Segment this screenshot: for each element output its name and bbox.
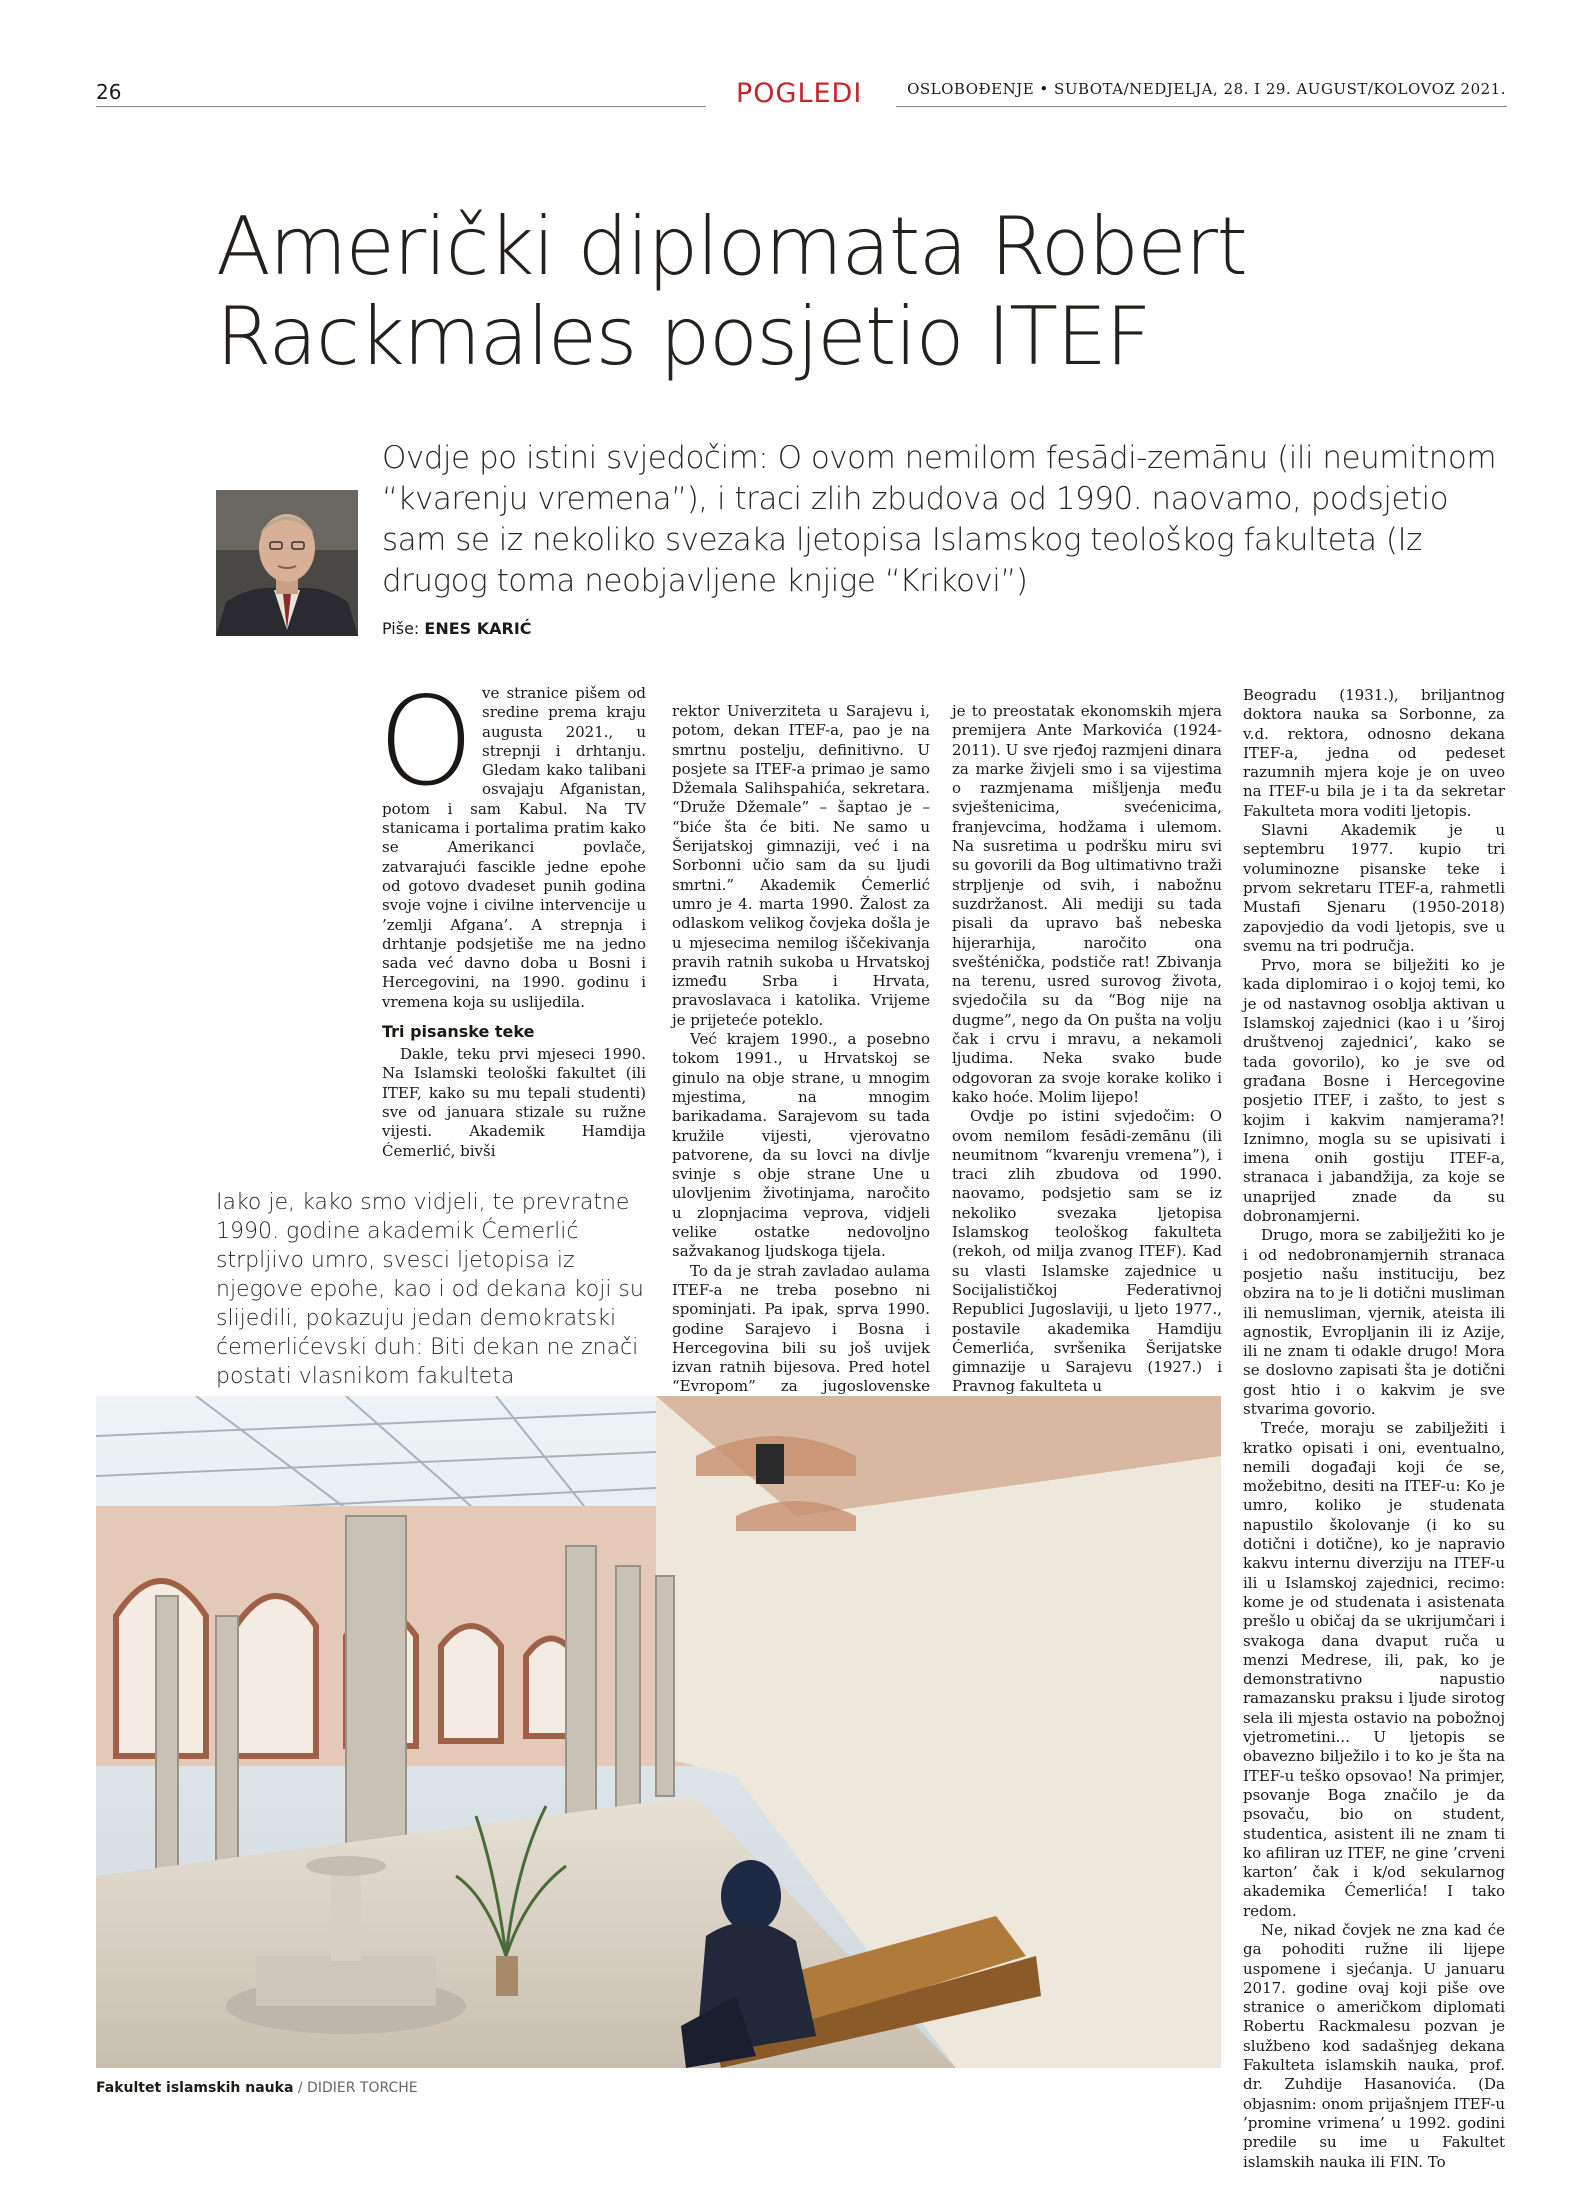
byline-prefix: Piše:	[382, 619, 420, 638]
page-number: 26	[96, 80, 122, 104]
author-photo	[216, 490, 358, 636]
article-column-3	[952, 702, 1222, 1397]
paragraph: Ovdje po istini svjedočim: O ovom nemilom fesādi-zemānu (ili neumitnom “kvarenju vremena”), i traci zlih zbudova od 1990. naovamo, podsjetio sam se iz nekoliko svezaka ljetopisa Islamskog teološkog fakulteta (rekoh, od milja zvanog ITEF). Kad su vlasti Islamske zajednice u Socijalističkoj Federativnoj Republici Jugoslaviji, u ljeto 1977., postavile akademika Hamdiju Ćemerlića, svršenika Šerijatske gimnazije u Sarajevu (1927.) i Pravnog fakulteta u	[952, 1107, 1222, 1396]
paragraph: Slavni Akademik je u septembru 1977. kupio tri voluminozne pisanske teke i prvom sekretaru ITEF-a, rahmetli Mustafi Sjenaru (1950-2018) zapovjedio da vodi ljetopis, sve u svemu na tri područja.	[1243, 821, 1505, 955]
article-column-1	[378, 671, 646, 1161]
drop-cap: O	[378, 671, 475, 813]
masthead: OSLOBOĐENJE • SUBOTA/NEDJELJA, 28. I 29. AUGUST/KOLOVOZ 2021.	[907, 80, 1506, 98]
header-rule-right	[896, 106, 1507, 107]
paragraph: Drugo, mora se zabilježiti ko je i od nedobronamjernih stranaca posjetio našu instituciju, bez obzira na to je li dotični musliman ili nemusliman, vjernik, ateista ili agnostik, Evropljanin ili iz Azije, ili ne znam ti odakle drugo! Mora se doslovno zapisati šta je dotični gost htio i o kakvim je sve stvarima govorio.	[1243, 1226, 1505, 1418]
photo-credit: DIDIER TORCHE	[307, 2080, 418, 2096]
paragraph: Dakle, teku prvi mjeseci 1990. Na Islamski teološki fakultet (ili ITEF, kako su mu tepali studenti) sve od januara stizale su ružne vijesti. Akademik Hamdija Ćemerlić, bivši	[382, 1045, 646, 1160]
caption-separator: /	[297, 2080, 303, 2096]
paragraph: Ne, nikad čovjek ne zna kad će ga pohoditi ružne ili lijepe uspomene i sjećanja. U januaru 2017. godine ovaj koji piše ove stranice o američkom diplomati Robertu Rackmalesu pozvan je službeno kod sadašnjeg dekana Fakulteta islamskih nauka, prof. dr. Zuhdije Hasanovića. (Da objasnim: onom prijašnjem ITEF-u ’promine vrimena’ u 1992. godini predile su ime u Fakultet islamskih nauka ili FIN. To	[1243, 1921, 1505, 2171]
paragraph: ve stranice pišem od sredine prema kraju augusta 2021., u strepnji i drhtanju. Gledam kako talibani osvajaju Afganistan, potom i sam Kabul. Na TV stanicama i portalima pratim kako se Amerikanci povlače, zatvarajući fascikle jedne epohe od gotovo dvadeset punih godina svoje vojne i civilne intervencije u ’zemlji Afgana’. A strepnja i drhtanje podsjetiše me na jedno sada već davno doba u Bosni i Hercegovini, na 1990. godinu i vremena koja su uslijedila.	[382, 684, 646, 1011]
article-column-2	[672, 702, 930, 1435]
section-label: POGLEDI	[736, 78, 863, 109]
subheading: Tri pisanske teke	[382, 1022, 535, 1042]
byline-author: ENES KARIĆ	[424, 619, 532, 638]
paragraph: Prvo, mora se bilježiti ko je kada diplomirao i o kojoj temi, ko je od nastavnog osoblja aktivan u Islamskoj zajednici (kao i u ’široj društvenoj zajednici’, kako se tada govorilo), ko je sve od građana Bosne i Hercegovine posjetio ITEF, i zašto, to jest s kojim i kakvim namjerama?! Iznimno, mogla su se upisivati i imena onih gostiju ITEF-a, stranaca i jabandžija, za koje se unaprijed znade da su dobronamjerni.	[1243, 956, 1505, 1226]
caption-text: Fakultet islamskih nauka	[96, 2080, 294, 2096]
article-column-4	[1243, 686, 1505, 2172]
title-line-2: Rackmales posjetio ITEF	[216, 290, 1151, 383]
paragraph: rektor Univerziteta u Sarajevu i, potom, dekan ITEF-a, pao je na smrtnu postelju, definitivno. U posjete sa ITEF-a primao je samo Džemala Salihspahića, sekretara. “Druže Džemale” – šaptao je – “biće šta će biti. Ne samo u Šerijatskoj gimnaziji, već i na Sorbonni učio sam da su ljudi smrtni.” Akademik Ćemerlić umro je 4. marta 1990. Žalost za odlaskom velikog čovjeka došla je u mjesecima nemilog iščekivanja pravih ratnih sukoba u Hrvatskoj između Srba i Hrvata, pravoslavaca i katolika. Vrijeme je prijeteće poteklo.	[672, 702, 930, 1029]
paragraph: Već krajem 1990., a posebno tokom 1991., u Hrvatskoj se ginulo na obje strane, u mnogim mjestima, na mnogim barikadama. Sarajevom su tada kružile vijesti, vjerovatno patvorene, da su lovci na divlje svinje s obje strane Une u ulovljenim životinjama, naročito u zlopnjacima veprova, vidjeli velike ostatke nedovoljno sažvakanog ljudskoga tijela.	[672, 1030, 930, 1261]
header-rule-left	[96, 106, 706, 107]
paragraph: To da je strah zavladao aulama ITEF-a ne treba posebno ni spominjati. Pa ipak, sprva 1990. godine Sarajevo i Bosna i Hercegovina bili su još uvijek izvan ratnih bijesova. Pred hotel “Evropom” za jugoslovenske	[672, 1261, 930, 1396]
paragraph: Treće, moraju se zabilježiti i kratko opisati i oni, eventualno, nemili događaji koji će se, možebitno, desiti na ITEF-u: Ko je umro, koliko je studenata napustilo školovanje (i ko su dotični i dotične), ko je napravio kakvu internu diverziju na ITEF-u ili u Islamskoj zajednici, recimo: kome je od studenata i asistenata prešlo u običaj da se ukrijumčari i svakoga dana dvaput ruča u menzi Medrese, ili, pak, ko je demonstrativno napustio ramazansku praksu i ljude sirotog sela ili mjesta ostavio na pobožnoj vjetrometini... U ljetopis se obavezno bilježilo i to ko je šta na ITEF-u teško opsovao! Na primjer, psovanje Boga značilo je da psovaču, bio on student, studentica, asistent ili ne znam ti ko afiliran uz ITEF, ne gine ’crveni karton’ čak i k/od sekularnog akademika Ćemerlića! I tako redom.	[1243, 1419, 1505, 1920]
title-line-1: Američki diplomata Robert	[216, 200, 1247, 293]
paragraph: Beogradu (1931.), briljantnog doktora nauka sa Sorbonne, za v.d. rektora, odnosno dekana ITEF-a, jedna od pedeset razumnih mjera koje je on uveo na ITEF-u bila je i ta da sekretar Fakulteta mora voditi ljetopis.	[1243, 686, 1505, 820]
byline	[382, 619, 532, 638]
photo-caption	[96, 2080, 418, 2096]
pull-quote: Iako je, kako smo vidjeli, te prevratne 1990. godine akademik Ćemerlić strpljivo umro, svesci ljetopisa iz njegove epohe, kao i od dekana koji su slijedili, pokazuju jedan demokratski ćemerlićevski duh: Biti dekan ne znači postati vlasnikom fakulteta	[216, 1190, 644, 1389]
paragraph: je to preostatak ekonomskih mjera premijera Ante Markovića (1924-2011). U sve rjeđoj razmjeni dinara za marke živjeli smo i sa vijestima o razmjenama mišljenja među svještenicima, svećenicima, franjevcima, hodžama i ulemom. Na susretima u podršku miru svi su govorili da Bog ultimativno traži strpljenje od svih, i nabožnu suzdržanost. Ali mediji su tada pisali da upravo baš nebeska hijerarhija, naročito ona svešténička, podstiče rat! Zbivanja na terenu, usred surovog života, svjedočila su da “Bog nije na dugme”, nego da On pušta na volju čak i crvu i mravu, a nekamoli ljudima. Neka svako bude odgovoran za svoje korake koliko i kako hoće. Molim lijepo!	[952, 702, 1222, 1106]
courtyard-photo	[96, 1396, 1221, 2068]
article-lead: Ovdje po istini svjedočim: O ovom nemilom fesādi-zemānu (ili neumitnom “kvarenju vremena”), i traci zlih zbudova od 1990. naovamo, podsjetio sam se iz nekoliko svezaka ljetopisa Islamskog teološkog fakulteta (Iz drugog toma neobjavljene knjige “Krikovi”)	[382, 440, 1497, 599]
article-title	[216, 202, 1496, 382]
